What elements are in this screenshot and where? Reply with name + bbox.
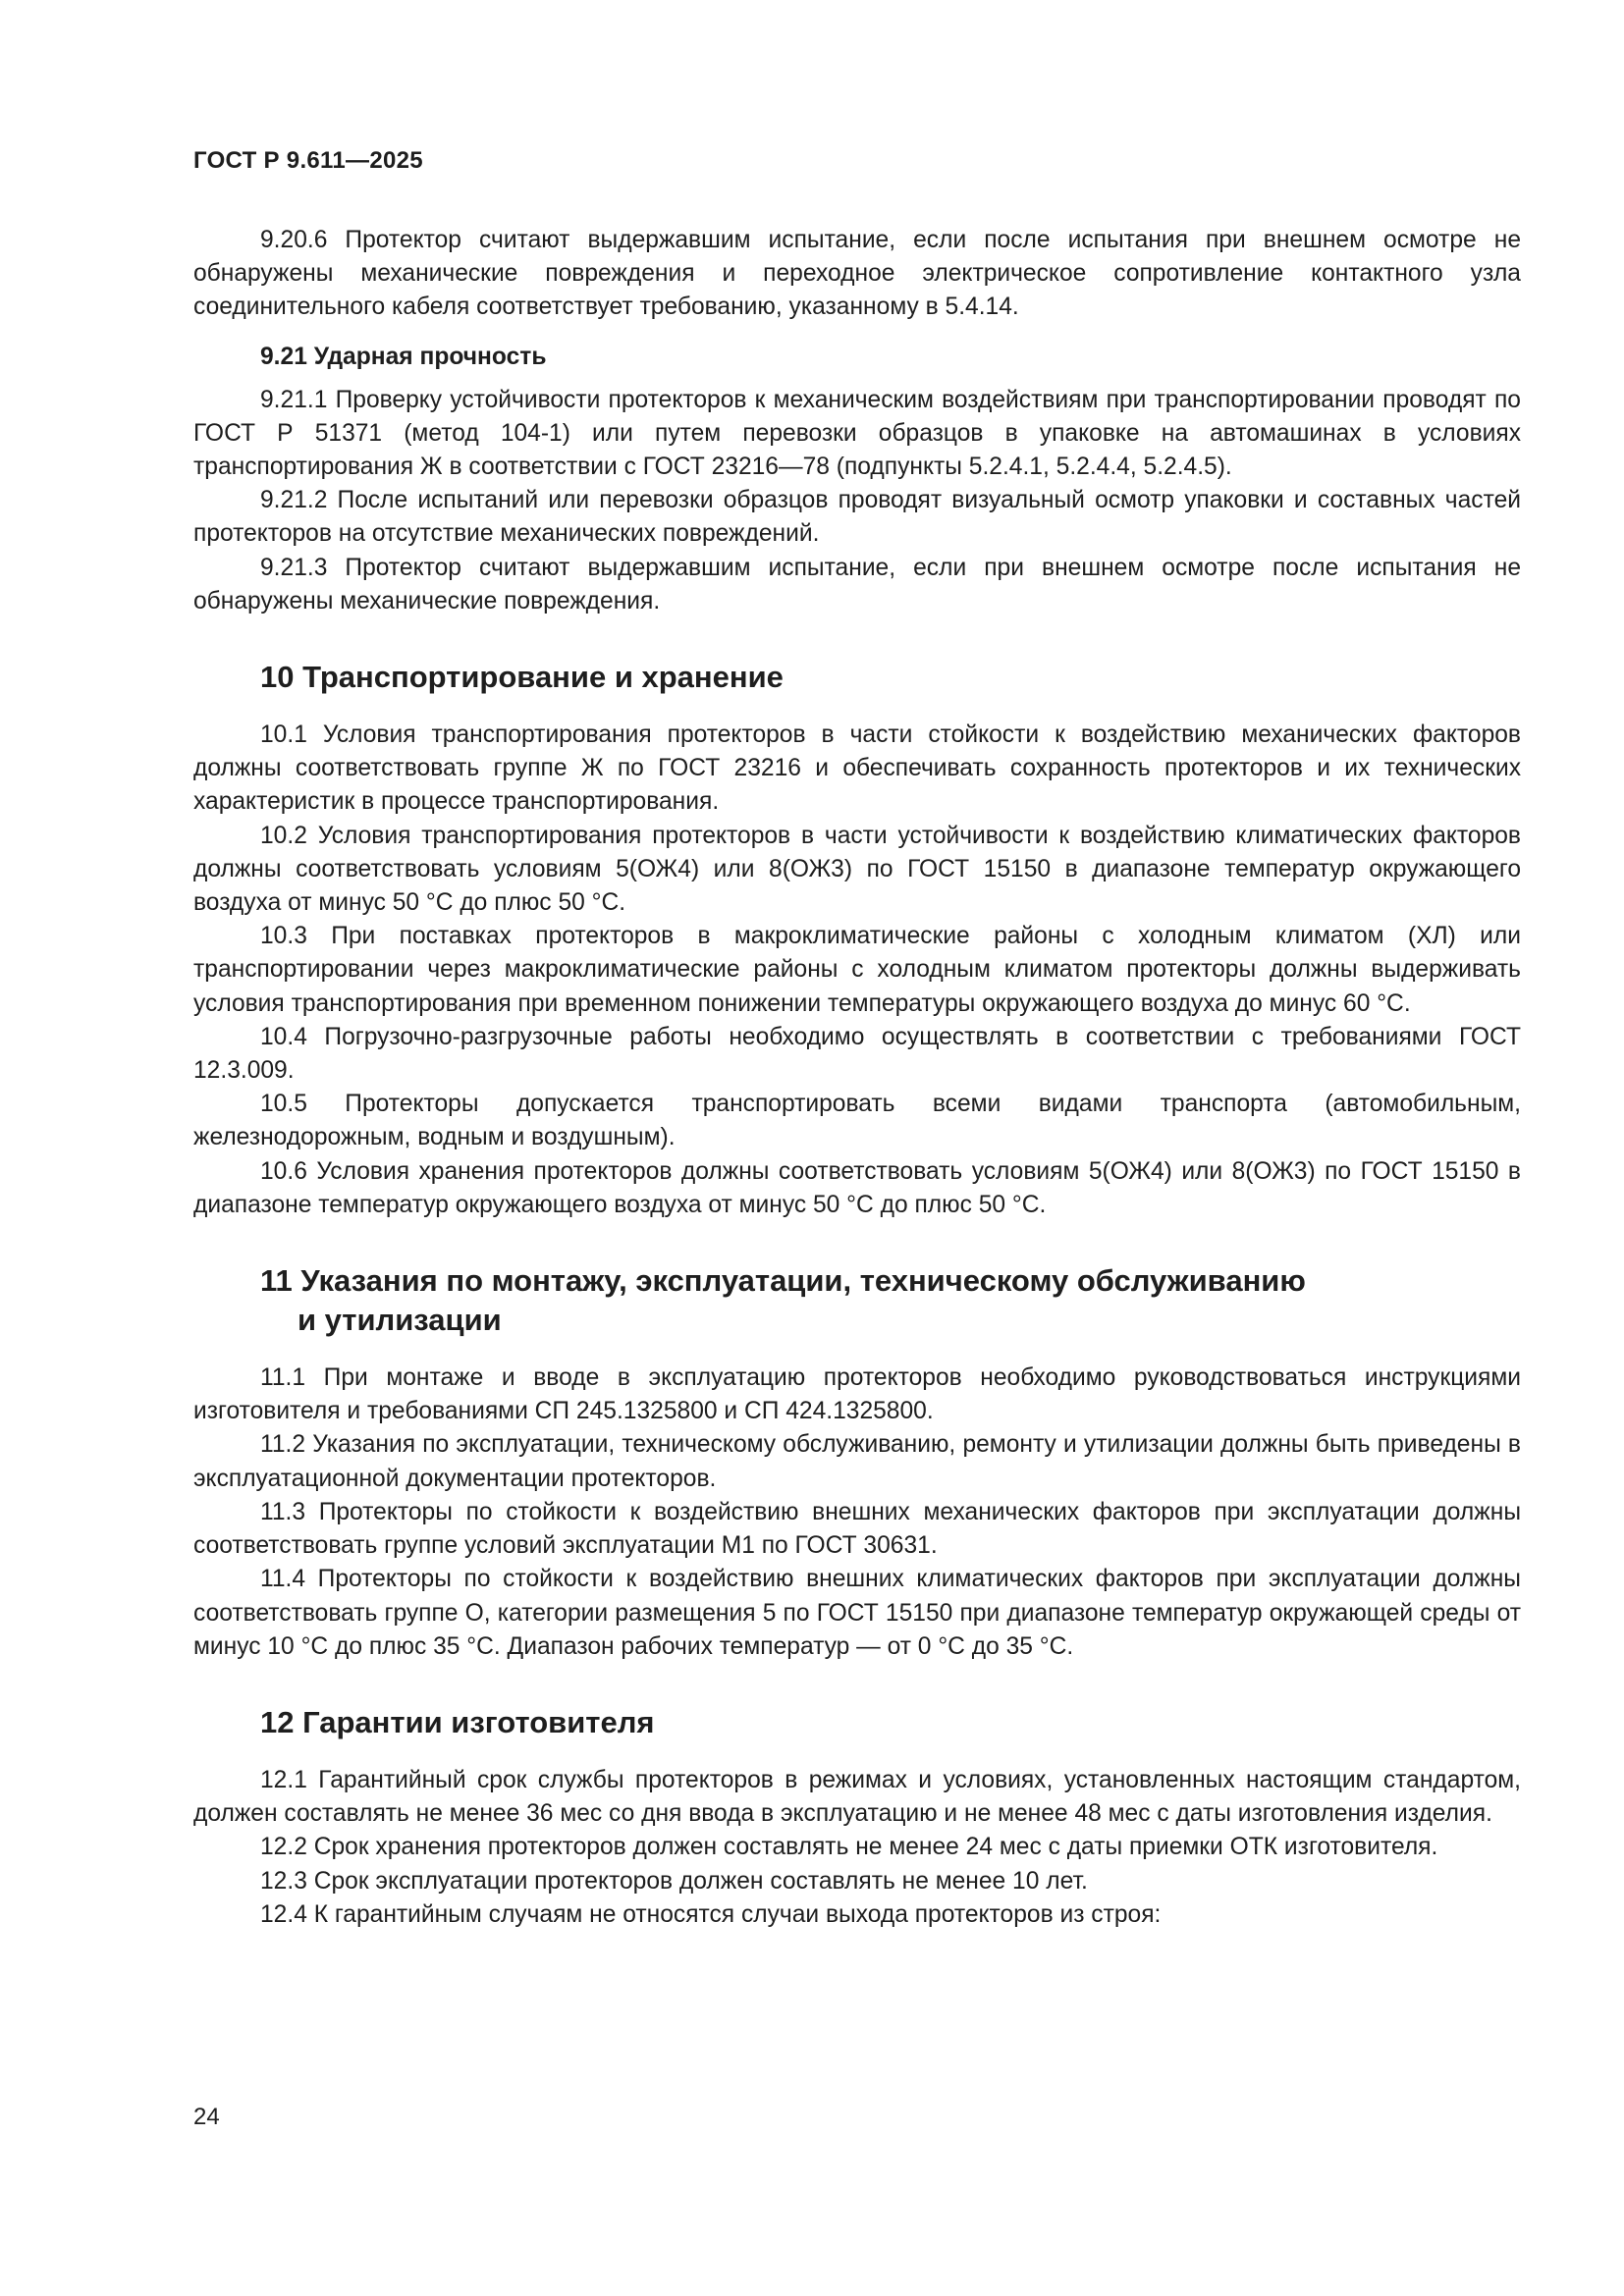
paragraph-11-1: 11.1 При монтаже и вводе в эксплуатацию протекторов необходимо руководствоваться инструкциями изготовителя и требованиями СП 245.1325800 и СП 424.1325800. (193, 1364, 1521, 1425)
page-body (193, 224, 1521, 1932)
paragraph-10-4: 10.4 Погрузочно-разгрузочные работы необходимо осуществлять в соответствии с требованиями ГОСТ 12.3.009. (193, 1023, 1521, 1085)
paragraph-10-6: 10.6 Условия хранения протекторов должны соответствовать условиям 5(ОЖ4) или 8(ОЖ3) по ГОСТ 15150 в диапазоне температур окружающего воздуха от минус 50 °С до плюс 50 °С. (193, 1157, 1521, 1218)
paragraph-12-4: 12.4 К гарантийным случаям не относятся случаи выхода протекторов из строя: (260, 1900, 1162, 1928)
paragraph-11-2: 11.2 Указания по эксплуатации, техническому обслуживанию, ремонту и утилизации должны быть приведены в эксплуатационной документации протекторов. (193, 1431, 1521, 1492)
paragraph-12-3: 12.3 Срок эксплуатации протекторов должен составлять не менее 10 лет. (260, 1867, 1088, 1895)
paragraph-9-21-3: 9.21.3 Протектор считают выдержавшим испытание, если при внешнем осмотре после испытания не обнаружены механические повреждения. (193, 554, 1521, 614)
paragraph-10-3: 10.3 При поставках протекторов в макроклиматические районы с холодным климатом (ХЛ) или транспортировании через макроклиматические районы с холодным климатом протекторы должны выдерживать условия транспортирования при временном понижении температуры окружающего воздуха до минус 60 °С. (193, 923, 1521, 1017)
document-header: ГОСТ Р 9.611—2025 (193, 147, 423, 174)
section-11 (193, 1261, 1521, 1664)
paragraph-9-21-2: 9.21.2 После испытаний или перевозки образцов проводят визуальный осмотр упаковки и составных частей протекторов на отсутствие механических повреждений. (193, 487, 1521, 548)
section-10 (193, 658, 1521, 1222)
section-title-10: 10 Транспортирование и хранение (260, 660, 784, 695)
paragraph-12-1: 12.1 Гарантийный срок службы протекторов в режимах и условиях, установленных настоящим стандартом, должен составлять не менее 36 мес со дня ввода в эксплуатацию и не менее 48 мес с даты изготовления изделия. (193, 1766, 1521, 1828)
section-title-11 (193, 1261, 1521, 1340)
section-title-11-line1: 11 Указания по монтажу, эксплуатации, техническому обслуживанию (260, 1263, 1306, 1299)
paragraph-9-20-6: 9.20.6 Протектор считают выдержавшим испытание, если после испытания при внешнем осмотре не обнаружены механические повреждения и переходное электрическое сопротивление контактного узла соединительного кабеля соответствует требованию, указанному в 5.4.14. (193, 227, 1521, 321)
paragraph-10-2: 10.2 Условия транспортирования протекторов в части устойчивости к воздействию климатических факторов должны соответствовать условиям 5(ОЖ4) или 8(ОЖ3) по ГОСТ 15150 в диапазоне температур окружающего воздуха от минус 50 °С до плюс 50 °С. (193, 822, 1521, 917)
paragraph-11-4: 11.4 Протекторы по стойкости к воздействию внешних климатических факторов при эксплуатации должны соответствовать группе О, категории размещения 5 по ГОСТ 15150 при диапазоне температур окружающей среды от минус 10 °С до плюс 35 °С. Диапазон рабочих температур — от 0 °С до 35 °С. (193, 1566, 1521, 1660)
section-title-11-line2: и утилизации (298, 1303, 502, 1338)
subsection-title-9-21: 9.21 Ударная прочность (260, 343, 547, 370)
paragraph-9-21-1: 9.21.1 Проверку устойчивости протекторов к механическим воздействиям при транспортировании проводят по ГОСТ Р 51371 (метод 104-1) или путем перевозки образцов в упаковке на автомашинах в условиях транспортирования Ж в соответствии с ГОСТ 23216—78 (подпункты 5.2.4.1, 5.2.4.4, 5.2.4.5). (193, 386, 1521, 481)
block-9-20-6 (193, 224, 1521, 325)
section-title-12: 12 Гарантии изготовителя (260, 1704, 655, 1739)
paragraph-10-1: 10.1 Условия транспортирования протекторов в части стойкости к воздействию механических факторов должны соответствовать группе Ж по ГОСТ 23216 и обеспечивать сохранность протекторов и их технических характеристик в процессе транспортирования. (193, 721, 1521, 816)
paragraph-12-2: 12.2 Срок хранения протекторов должен составлять не менее 24 мес с даты приемки ОТК изготовителя. (260, 1834, 1438, 1861)
paragraph-10-5: 10.5 Протекторы допускается транспортировать всеми видами транспорта (автомобильным, железнодорожным, водным и воздушным). (193, 1091, 1521, 1151)
page-number: 24 (193, 2104, 220, 2130)
subsection-9-21 (193, 341, 1521, 618)
section-12 (193, 1703, 1521, 1932)
paragraph-11-3: 11.3 Протекторы по стойкости к воздействию внешних механических факторов при эксплуатации должны соответствовать группе условий эксплуатации М1 по ГОСТ 30631. (193, 1498, 1521, 1560)
